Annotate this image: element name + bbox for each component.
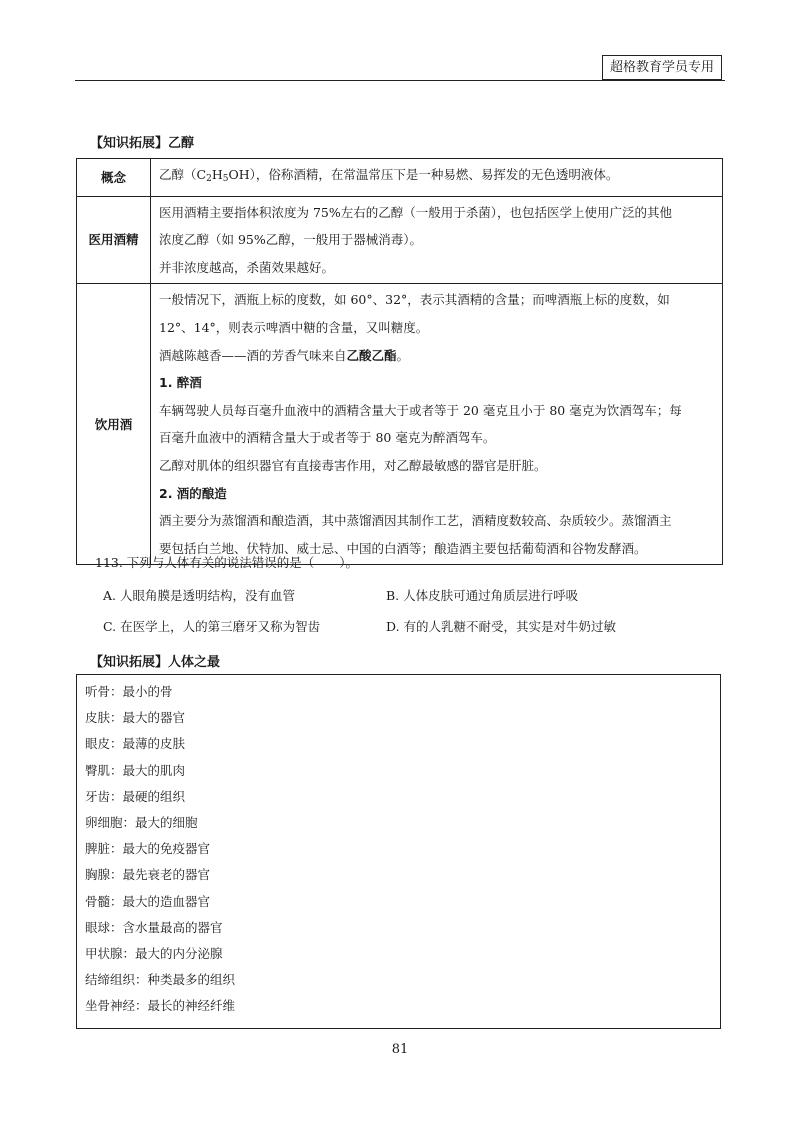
option-c: C. 在医学上，人的第三磨牙又称为智齿 (103, 619, 321, 634)
option-b: B. 人体皮肤可通过角质层进行呼吸 (386, 588, 579, 603)
list-item: 眼球：含水量最高的器官 (85, 919, 223, 935)
list-item: 脾脏：最大的免疫器官 (85, 841, 211, 857)
text-line: 乙醇对肌体的组织器官有直接毒害作用，对乙醇最敏感的器官是肝脏。 (159, 457, 547, 473)
list-item: 听骨：最小的骨 (85, 684, 173, 699)
table-row (77, 159, 723, 197)
header-badge: 超格教育学员专用 (602, 55, 722, 80)
text-line: 车辆驾驶人员每百毫升血液中的酒精含量大于或者等于 20 毫克且小于 80 毫克为饮酒驾车；每 (159, 402, 682, 418)
question-stem: 113. 下列与人体有关的说法错误的是（ ）。 (95, 555, 359, 570)
list-item: 牙齿：最硬的组织 (85, 788, 186, 804)
row-label-drinking: 饮用酒 (77, 284, 151, 565)
section-bracket: 【知识拓展】 (90, 655, 169, 670)
list-item: 胸腺：最先衰老的器官 (85, 867, 211, 883)
list-item: 臀肌：最大的肌肉 (85, 762, 186, 778)
text-line: 并非浓度越高，杀菌效果越好。 (159, 259, 335, 275)
body-facts-box (76, 674, 721, 1029)
row-label-concept: 概念 (77, 159, 151, 197)
page-number: 81 (391, 1042, 409, 1057)
section-title-text: 乙醇 (168, 136, 195, 151)
text-line: 要包括白兰地、伏特加、威士忌、中国的白酒等；酿造酒主要包括葡萄酒和谷物发酵酒。 (159, 540, 647, 556)
table-row (77, 284, 723, 565)
list-item: 坐骨神经：最长的神经纤维 (85, 998, 236, 1014)
list-item: 甲状腺：最大的内分泌腺 (85, 946, 223, 962)
text-line: 酒主要分为蒸馏酒和酿造酒，其中蒸馏酒因其制作工艺，酒精度数较高、杂质较少。蒸馏酒主 (159, 513, 672, 529)
section-bracket: 【知识拓展】 (90, 136, 169, 151)
row-content-drinking (151, 284, 723, 565)
subheading-drunk: 1. 醉酒 (159, 375, 202, 391)
section-title-ethanol (90, 132, 194, 151)
section-title-text: 人体之最 (168, 655, 221, 670)
row-content-medical (151, 196, 723, 284)
table-row (77, 196, 723, 284)
option-d: D. 有的人乳糖不耐受，其实是对牛奶过敏 (386, 619, 617, 634)
row-label-medical: 医用酒精 (77, 196, 151, 284)
text-line: 医用酒精主要指体积浓度为 75%左右的乙醇（一般用于杀菌），也包括医学上使用广泛的其他 (159, 204, 673, 220)
list-item: 眼皮：最薄的皮肤 (85, 736, 186, 752)
section-title-body (90, 651, 220, 670)
list-item: 骨髓：最大的造血器官 (85, 893, 211, 909)
list-item: 皮肤：最大的器官 (85, 710, 186, 726)
text-line: 12°、14°，则表示啤酒中糖的含量，又叫糖度。 (159, 319, 429, 335)
text-line: 酒越陈越香——酒的芳香气味来自乙酸乙酯。 (159, 347, 410, 363)
row-content-concept (151, 159, 723, 197)
concept-text: 乙醇$(C_2H_5OH)$，俗称酒精，在常温常压下是一种易燃、易挥发的无色透明液体。 (159, 167, 619, 184)
bold-term: 乙酸乙酯 (346, 347, 397, 363)
ethanol-table (76, 158, 723, 565)
text-line: 浓度乙醇（如 95%乙醇，一般用于器械消毒）。 (159, 232, 423, 248)
list-item: 卵细胞：最大的细胞 (85, 815, 198, 831)
text-line: 一般情况下，酒瓶上标的度数，如 60°、32°，表示其酒精的含量；而啤酒瓶上标的度数，如 (159, 292, 670, 308)
option-a: A. 人眼角膜是透明结构，没有血管 (103, 588, 295, 603)
header-divider (75, 80, 725, 81)
text-line: 百毫升血液中的酒精含量大于或者等于 80 毫克为醉酒驾车。 (159, 430, 496, 446)
subheading-brewing: 2. 酒的酿造 (159, 485, 227, 501)
list-item: 结缔组织：种类最多的组织 (85, 972, 236, 988)
